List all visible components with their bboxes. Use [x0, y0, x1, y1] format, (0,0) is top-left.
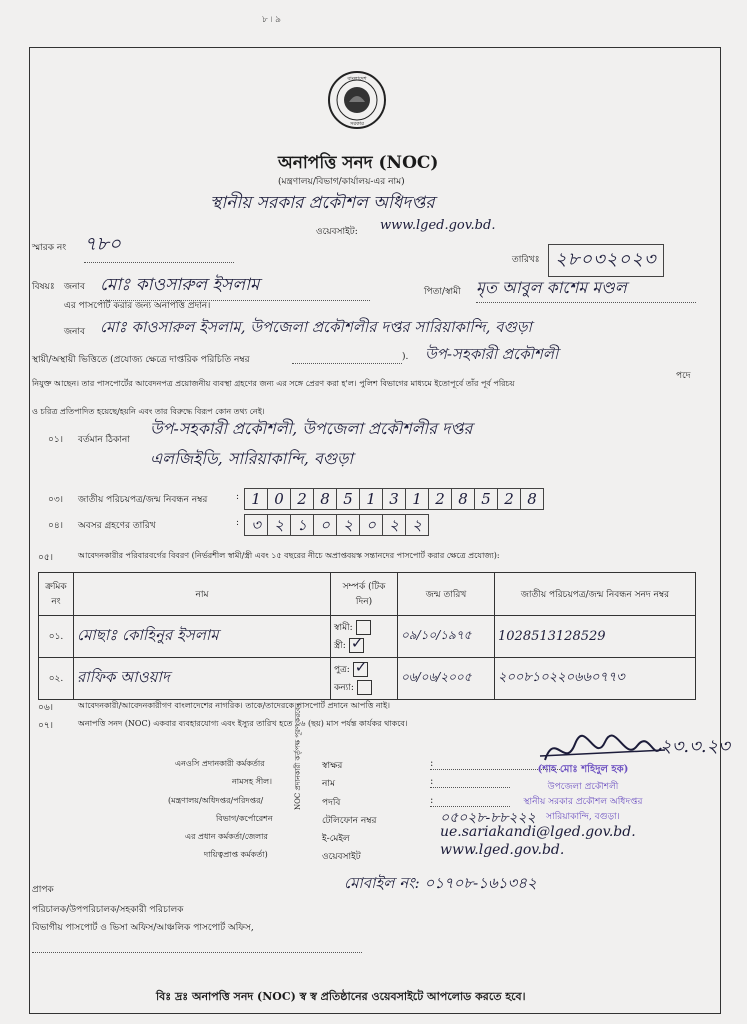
- family-table-header: [39, 573, 696, 616]
- ministry-caption: (মন্ত্রণালয়/বিভাগ/কার্যালয়-এর নাম): [278, 177, 405, 187]
- item-07-text: অনাপত্তি সনদ (NOC) একবার ব্যবহারযোগ্য এবং ইস্যুর তারিখ হতে ০৬ (ছয়) মাস পর্যন্ত কার্যকর থাকবে।: [78, 719, 408, 728]
- sig-field-value: :: [430, 758, 560, 770]
- body-post-value: উপ-সহকারী প্রকৌশলী: [425, 345, 559, 363]
- stamp-line: সারিয়াকান্দি, বগুড়া।: [546, 812, 620, 822]
- sig-field-value: :: [430, 776, 510, 788]
- item-07-num: ০৭।: [38, 721, 53, 731]
- item-03-label: জাতীয় পরিচয়পত্র/জন্ম নিবন্ধন নম্বর: [78, 495, 208, 505]
- digit-box: ২: [382, 514, 406, 536]
- digit-box: ০: [359, 514, 383, 536]
- relation-label: পুত্র:: [334, 665, 350, 675]
- address-line-1: উপ-সহকারী প্রকৌশলী, উপজেলা প্রকৌশলীর দপ্তর: [150, 419, 473, 438]
- row-dob: ০৬/০৬/২০০৫: [398, 658, 495, 700]
- item-06-num: ০৬।: [38, 703, 53, 713]
- applicant-name: মোঃ কাওসারুল ইসলাম: [100, 272, 370, 301]
- svg-text:সরকার: সরকার: [350, 121, 364, 127]
- body-line2-mid: ).: [402, 352, 409, 362]
- footer-note: বিঃ দ্রঃ অনাপত্তি সনদ (NOC) স্ব স্ব প্রতিষ্ঠানের ওয়েবসাইটে আপলোড করতে হবে।: [156, 990, 526, 1003]
- svg-text:বাংলাদেশ: বাংলাদেশ: [347, 76, 367, 82]
- row-name: রাফিক আওয়াদ: [74, 658, 331, 700]
- digit-box: 8: [451, 488, 475, 510]
- sig-field-label: নাম: [322, 779, 335, 789]
- government-seal: [327, 70, 387, 130]
- row-name: মোছাঃ কোহিনুর ইসলাম: [74, 616, 331, 658]
- digit-box: ১: [290, 514, 314, 536]
- body-post-suffix: পদে: [676, 371, 691, 381]
- item-03-num: ০৩।: [48, 495, 63, 505]
- header-serial: ক্রমিক নং: [39, 573, 74, 616]
- sig-field-label: ই-মেইল: [322, 834, 350, 844]
- item-04-num: ০৪।: [48, 521, 63, 531]
- father-name: মৃত আবুল কাশেম মণ্ডল: [476, 275, 696, 303]
- digit-box: 1: [244, 488, 268, 510]
- address-line-2: এলজিইডি, সারিয়াকান্দি, বগুড়া: [150, 449, 354, 468]
- stamp-line: উপজেলা প্রকৌশলী: [547, 782, 619, 792]
- website-sig-value: www.lged.gov.bd.: [440, 842, 565, 858]
- digit-box: ২: [267, 514, 291, 536]
- vertical-note: [292, 702, 304, 810]
- digit-box: 5: [336, 488, 360, 510]
- website-label: ওয়েবসাইট:: [316, 227, 358, 237]
- stamp-line: স্থানীয় সরকার প্রকৌশল অধিদপ্তর: [523, 797, 643, 807]
- row-relation: [331, 616, 398, 658]
- sig-field-label: ওয়েবসাইট: [322, 852, 361, 862]
- sig-left-1: নামসহ সীল।: [232, 777, 272, 786]
- relation-checkbox[interactable]: [357, 680, 372, 695]
- digit-box: 0: [267, 488, 291, 510]
- digit-box: 2: [428, 488, 452, 510]
- item-05-num: ০৫।: [38, 553, 53, 563]
- row-id: 1028513128529: [495, 616, 696, 658]
- vertical-note-text: NOC প্রদানকারী কর্তৃপক্ষ পূরণ করবেন: [294, 702, 302, 810]
- office-name: স্থানীয় সরকার প্রকৌশল অধিদপ্তর: [210, 193, 435, 213]
- memo-label: স্মারক নং: [32, 243, 67, 253]
- recipient-line: বিভাগীয় পাসপোর্ট ও ভিসা অফিস/আঞ্চলিক পাসপোর্ট অফিস,: [32, 923, 254, 933]
- digit-box: ২: [405, 514, 429, 536]
- relation-label: স্ত্রী:: [334, 641, 346, 651]
- date-value: ২৮০৩২০২৩: [548, 244, 664, 277]
- recipient-label: প্রাপক: [32, 885, 54, 895]
- recipient-blank: [32, 944, 362, 953]
- retire-colon: :: [236, 518, 240, 528]
- body-line2-blank: [292, 352, 402, 364]
- item-05-label: আবেদনকারীর পরিবারবর্গের বিবরণ (নির্ভরশীল স্বামী/স্ত্রী এবং ১৫ বছরের নীচে অপ্রাপ্তবয়স্ক সন্তানদের পাসপোর্ট করার ক্ষেত্রে প্রযোজ্য):: [78, 551, 500, 560]
- body-line3: নিযুক্ত আছেন। তার পাসপোর্টের আবেদনপত্র প্রয়োজনীয় ব্যবস্থা গ্রহণের জন্য এর সঙ্গে প্রেরণ করা হ'ল। পুলিশ বিভাগের মাধ্যমে ইতোপূর্বে তাঁর পূর্ব পরিচয়: [32, 379, 515, 388]
- digit-box: 3: [382, 488, 406, 510]
- header-name: নাম: [74, 573, 331, 616]
- header-id: জাতীয় পরিচয়পত্র/জন্ম নিবন্ধন সনদ নম্বর: [495, 573, 696, 616]
- email-value: ue.sariakandi@lged.gov.bd.: [440, 824, 636, 840]
- item-01-label: বর্তমান ঠিকানা: [78, 435, 130, 445]
- digit-box: ০: [313, 514, 337, 536]
- sig-field-label: টেলিফোন নম্বর: [322, 816, 377, 826]
- official-stamp: [508, 762, 658, 824]
- relation-checkbox[interactable]: [349, 638, 364, 653]
- digit-box: ২: [336, 514, 360, 536]
- nid-boxes: [244, 488, 543, 510]
- header-dob: জন্ম তারিখ: [398, 573, 495, 616]
- sig-left-2: (মন্ত্রণালয়/অধিদপ্তর/পরিদপ্তর/: [168, 796, 264, 805]
- sig-field-label: পদবি: [322, 798, 341, 808]
- digit-box: 5: [474, 488, 498, 510]
- date-label: তারিখঃ: [512, 255, 540, 265]
- row-id: ২০০৮১০২২০৬৬০৭৭৩: [495, 658, 696, 700]
- sig-field-value: :: [430, 795, 510, 807]
- sig-left-4: এর প্রধান কর্মকর্তা/জেলার: [185, 832, 268, 841]
- memo-value: ৭৮০: [84, 230, 234, 263]
- body-janab: জনাব: [64, 327, 86, 337]
- subject-label: বিষয়ঃ: [32, 282, 55, 292]
- relation-label: স্বামী:: [334, 623, 353, 633]
- subject-janab: জনাব: [64, 282, 86, 292]
- body-name-line: মোঃ কাওসারুল ইসলাম, উপজেলা প্রকৌশলীর দপ্তর সারিয়াকান্দি, বগুড়া: [100, 318, 532, 336]
- sig-left-0: এনওসি প্রদানকারী কর্মকর্তার: [175, 759, 265, 768]
- relation-checkbox[interactable]: [356, 620, 371, 635]
- item-04-label: অবসর গ্রহণের তারিখ: [78, 521, 156, 531]
- sig-left-5: দায়িত্বপ্রাপ্ত কর্মকর্তা): [204, 850, 268, 859]
- row-dob: ০৯/১০/১৯৭৫: [398, 616, 495, 658]
- signature-date: ২৩.৩.২৩: [660, 736, 730, 757]
- row-serial: ০২.: [39, 658, 74, 700]
- header-relation: সম্পর্ক (টিক দিন): [331, 573, 398, 616]
- item-06-text: আবেদনকারী/আবেদনকারীগণ বাংলাদেশের নাগরিক। তাকে/তাদেরকে পাসপোর্ট প্রদানে আপত্তি নাই।: [78, 701, 391, 710]
- stamp-line: (শাহ মোঃ শহিদুল হক): [537, 764, 629, 775]
- table-row: [39, 658, 696, 700]
- relation-label: কন্যা:: [334, 683, 354, 693]
- body-line2-pre: স্থায়ী/অস্থায়ী ভিত্তিতে (প্রযোজ্য ক্ষেত্রে দাপ্তরিক পরিচিতি নম্বর: [32, 355, 250, 365]
- digit-box: 8: [313, 488, 337, 510]
- digit-box: 1: [405, 488, 429, 510]
- digit-box: 2: [497, 488, 521, 510]
- table-row: [39, 616, 696, 658]
- digit-box: ৩: [244, 514, 268, 536]
- digit-box: 1: [359, 488, 383, 510]
- sig-left-3: বিভাগ/কর্পোরেশন: [216, 814, 273, 823]
- body-line4: ও চরিত্র প্রতিপাদিত হয়েছে/হয়নি এবং তার বিরুদ্ধে বিরূপ কোন তথ্য নেই।: [32, 407, 265, 416]
- item-01-num: ০১।: [48, 435, 63, 445]
- digit-box: 2: [290, 488, 314, 510]
- row-relation: [331, 658, 398, 700]
- relation-checkbox[interactable]: [353, 662, 368, 677]
- retire-boxes: [244, 514, 428, 536]
- mobile-line: মোবাইল নং: ০১৭০৮-১৬১৩৪২: [344, 874, 537, 892]
- sig-field-label: স্বাক্ষর: [322, 761, 343, 771]
- row-serial: ০১.: [39, 616, 74, 658]
- website-value: www.lged.gov.bd.: [380, 218, 496, 233]
- page-title: অনাপত্তি সনদ (NOC): [278, 153, 439, 173]
- nid-colon: :: [236, 492, 240, 502]
- subject-tail: এর পাসপোর্ট করার জন্য অনাপত্তি প্রদান।: [64, 301, 211, 311]
- father-label: পিতা/স্বামী: [424, 287, 461, 297]
- top-mark: ৮ ৷ ৯: [262, 15, 281, 25]
- recipient-line: পরিচালক/উপপরিচালক/সহকারী পরিচালক: [32, 905, 184, 915]
- digit-box: 8: [520, 488, 544, 510]
- phone-value: ০৫০২৮-৮৮২২২: [440, 810, 536, 826]
- family-table: [38, 572, 696, 700]
